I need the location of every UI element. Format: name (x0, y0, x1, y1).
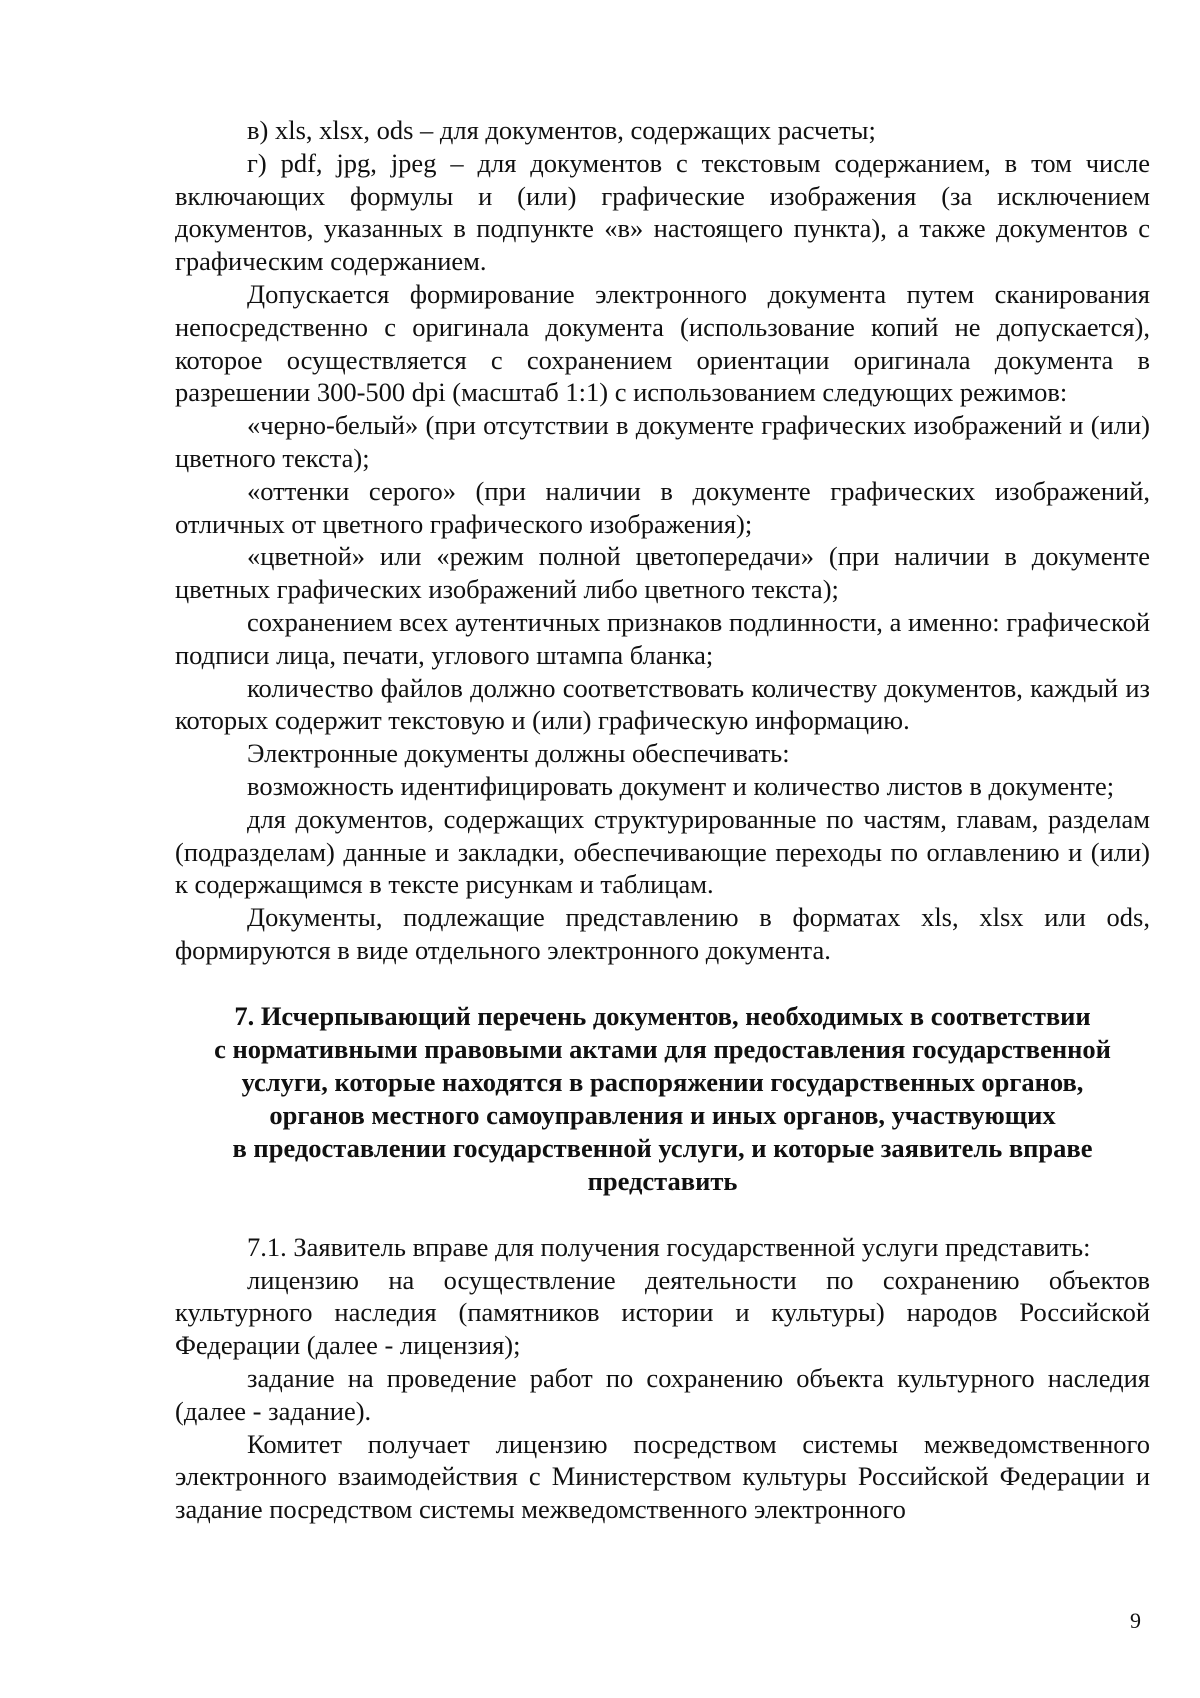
paragraph-format-pdf: г) pdf, jpg, jpeg – для документов с текстовым содержанием, в том числе включающих формулы и (или) графические изображения (за исключением документов, указанных в подпункте «в» настоящего пункта), а также документов с графическим содержанием. (175, 147, 1150, 277)
section-heading-line: органов местного самоуправления и иных органов, участвующих (269, 1099, 1056, 1130)
paragraph-license: лицензию на осуществление деятельности по сохранению объектов культурного наследия (памятников истории и культуры) народов Российской Федерации (далее - лицензия); (175, 1264, 1150, 1361)
paragraph-committee: Комитет получает лицензию посредством системы межведомственного электронного взаимодействия с Министерством культуры Российской Федерации и задание посредством системы межведомственного электронного (175, 1428, 1150, 1525)
section-heading-line: в предоставлении государственной услуги, и которые заявитель вправе (232, 1132, 1093, 1163)
paragraph-scanning: Допускается формирование электронного документа путем сканирования непосредственно с оригинала документа (использование копий не допускается), которое осуществляется с сохранением ориентации оригинала документа в разрешении 300-500 dpi (масштаб 1:1) с использованием следующих режимов: (175, 278, 1150, 408)
paragraph-mode-gray: «оттенки серого» (при наличии в документе графических изображений, отличных от цветного графического изображения); (175, 475, 1150, 539)
paragraph-requirements-intro: Электронные документы должны обеспечивать: (247, 738, 790, 769)
section-heading-line: представить (587, 1165, 738, 1196)
paragraph-7-1: 7.1. Заявитель вправе для получения государственной услуги представить: (247, 1231, 1091, 1262)
paragraph-bookmarks: для документов, содержащих структурированные по частям, главам, разделам (подразделам) данные и закладки, обеспечивающие переходы по оглавлению и (или) к содержащимся в тексте рисункам и таблицам. (175, 803, 1150, 900)
paragraph-format-xls: в) xls, xlsx, ods – для документов, содержащих расчеты; (247, 115, 876, 145)
section-heading (175, 1000, 1150, 1198)
section-heading-line: услуги, которые находятся в распоряжении государственных органов, (241, 1066, 1084, 1097)
paragraph-mode-color: «цветной» или «режим полной цветопередачи» (при наличии в документе цветных графических изображений либо цветного текста); (175, 541, 1150, 605)
page-number: 9 (1130, 1608, 1141, 1633)
paragraph-mode-bw: «черно-белый» (при отсутствии в документе графических изображений и (или) цветного текста); (175, 410, 1150, 473)
page-content (175, 114, 1150, 1526)
paragraph-task: задание на проведение работ по сохранению объекта культурного наследия (далее - задание). (175, 1362, 1150, 1426)
paragraph-identify: возможность идентифицировать документ и количество листов в документе; (247, 770, 1115, 801)
paragraph-separate-doc: Документы, подлежащие представлению в форматах xls, xlsx или ods, формируются в виде отдельного электронного документа. (175, 902, 1150, 965)
section-heading-line: 7. Исчерпывающий перечень документов, необходимых в соответствии (234, 1000, 1091, 1031)
paragraph-authenticity: сохранением всех аутентичных признаков подлинности, а именно: графической подписи лица, печати, углового штампа бланка; (175, 606, 1150, 670)
section-heading-line: с нормативными правовыми актами для предоставления государственной (214, 1033, 1111, 1064)
paragraph-file-count: количество файлов должно соответствовать количеству документов, каждый из которых содержит текстовую и (или) графическую информацию. (175, 672, 1150, 736)
